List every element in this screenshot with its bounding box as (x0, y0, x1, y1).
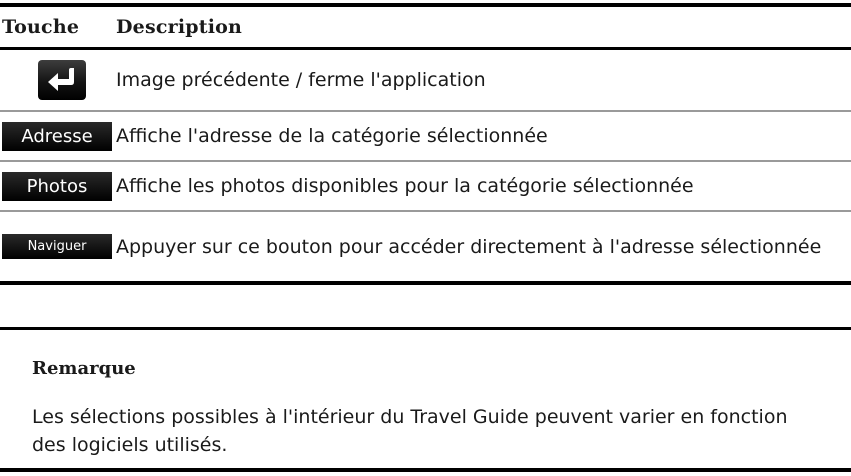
key-cell (0, 122, 116, 151)
note-text: Les sélections possibles à l'intérieur du Travel Guide peuvent varier en fonction des logiciels utilisés. (32, 406, 788, 456)
table-header (0, 7, 851, 50)
row-description: Affiche les photos disponibles pour la catégorie sélectionnée (116, 175, 694, 197)
adresse-button: Adresse (2, 122, 112, 151)
back-enter-icon (45, 65, 79, 95)
key-cell (0, 172, 116, 201)
header-description: Description (116, 16, 243, 38)
note-title: Remarque (32, 358, 136, 379)
header-key: Touche (2, 16, 80, 38)
table-row (0, 212, 851, 281)
photos-button: Photos (2, 172, 112, 201)
table-row (0, 162, 851, 212)
row-description: Affiche l'adresse de la catégorie sélectionnée (116, 125, 548, 147)
naviguer-button: Naviguer (2, 234, 112, 259)
key-cell (0, 234, 116, 259)
row-description: Appuyer sur ce bouton pour accéder directement à l'adresse sélectionnée (116, 235, 822, 258)
key-description-table (0, 3, 851, 285)
table-row (0, 50, 851, 112)
note-box (0, 327, 851, 472)
row-description: Image précédente / ferme l'application (116, 69, 486, 91)
key-cell (0, 60, 116, 100)
back-button (38, 60, 86, 100)
table-row (0, 112, 851, 162)
